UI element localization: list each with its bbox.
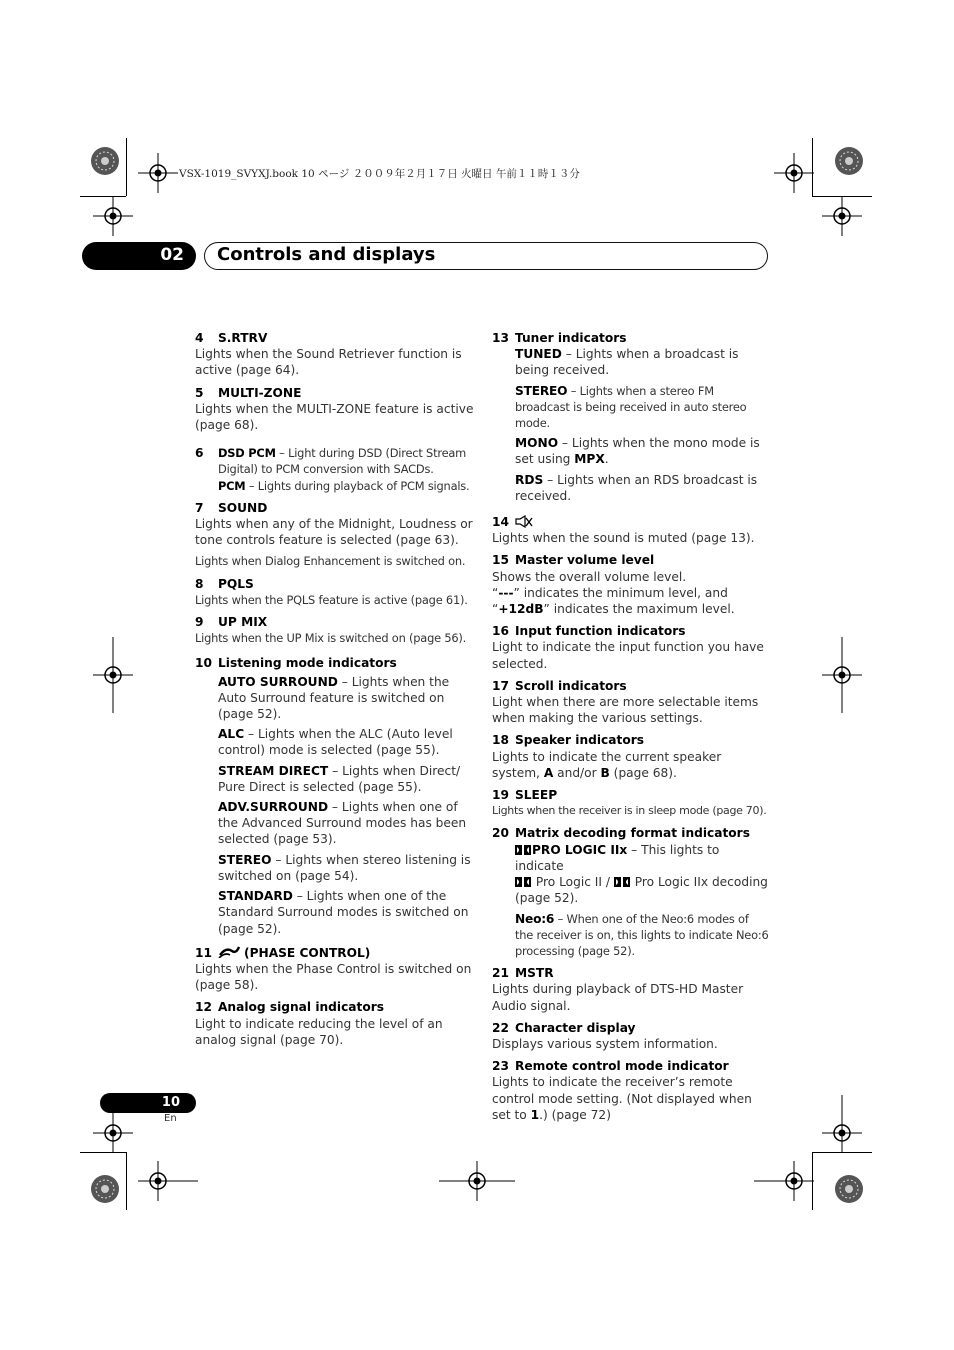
dolby-logo-icon <box>515 877 531 887</box>
right-column <box>492 330 770 1129</box>
list-item: 8 PQLS Lights when the PQLS feature is active (page 61). <box>195 576 468 607</box>
chapter-title-box <box>204 242 768 270</box>
list-item: 20 Matrix decoding format indicators PRO LOGIC IIx – This lights to indicate Pro Logic II / Pro Logic IIx decoding (page 52). Neo:6 – When one of the Neo:6 modes of the receiver is on, this lights to indicate Neo:6 processing (page 52). <box>492 826 769 958</box>
list-item: 6 DSD PCM – Light during DSD (Direct Stream Digital) to PCM conversion with SACDs. PCM – Lights during playback of PCM signals. <box>195 446 470 493</box>
chapter-number: 02 <box>160 245 184 265</box>
list-item: 16 Input function indicators Light to indicate the input function you have selected. <box>492 624 764 671</box>
crosshair-icon <box>93 1113 133 1153</box>
list-item: 21 MSTR Lights during playback of DTS-HD Master Audio signal. <box>492 966 744 1013</box>
phase-control-icon <box>218 945 240 958</box>
list-item: 5 MULTI-ZONE Lights when the MULTI-ZONE feature is active (page 68). <box>195 385 474 433</box>
book-filename-line: VSX-1019_SVYXJ.book 10 ページ ２００９年２月１７日 火曜日 午前１１時１３分 <box>179 168 580 180</box>
registration-target-icon <box>90 146 120 176</box>
crosshair-icon <box>138 153 178 193</box>
crosshair-icon <box>822 196 862 236</box>
list-item: 17 Scroll indicators Light when there are more selectable items when making the various settings. <box>492 678 759 726</box>
registration-target-icon <box>834 1174 864 1204</box>
mute-speaker-icon <box>515 515 533 528</box>
page-number-badge <box>100 1093 196 1113</box>
crosshair-icon <box>457 1161 497 1201</box>
list-item: 15 Master volume level Shows the overall volume level. “---” indicates the minimum level, and “+12dB” indicates the maximum level. <box>492 553 735 617</box>
page-number: 10 <box>161 1095 180 1110</box>
crosshair-icon <box>774 153 814 193</box>
list-item: 10 Listening mode indicators AUTO SURROUND – Lights when the Auto Surround feature is switched on (page 52). ALC – Lights when the ALC (Auto level control) mode is selected (page 55). STREAM DIRECT – Lights when Direct/ Pure Direct is selected (page 55). ADV.SURROUND – Lights when one of the Advanced Surround modes has been selected (page 53). STEREO – Lights when stereo listening is switched on (page 54). STANDARD – Lights when one of the Standard Surround modes is switched on (page 52). <box>195 656 471 936</box>
crosshair-icon <box>774 1161 814 1201</box>
list-item: 7 SOUND Lights when any of the Midnight, Loudness or tone controls feature is selected (page 63). Lights when Dialog Enhancement is switched on. <box>195 500 473 569</box>
crosshair-icon <box>822 655 862 695</box>
list-item: 11 (PHASE CONTROL) Lights when the Phase Control is switched on (page 58). <box>195 945 472 993</box>
chapter-title: Controls and displays <box>217 244 436 265</box>
list-item: 23 Remote control mode indicator Lights to indicate the receiver’s remote control mode setting. (Not displayed when set to 1.) (page 72) <box>492 1059 752 1122</box>
crosshair-icon <box>138 1161 178 1201</box>
crosshair-icon <box>822 1113 862 1153</box>
crosshair-icon <box>93 196 133 236</box>
chapter-number-badge <box>82 242 196 270</box>
list-item: 13 Tuner indicators TUNED – Lights when a broadcast is being received. STEREO – Lights when a stereo FM broadcast is being received in auto stereo mode. MONO – Lights when the mono mode is set using MPX. RDS – Lights when an RDS broadcast is received. <box>492 331 760 503</box>
list-item: 19 SLEEP Lights when the receiver is in sleep mode (page 70). <box>492 788 767 818</box>
list-item: 12 Analog signal indicators Light to indicate reducing the level of an analog signal (page 70). <box>195 1000 443 1047</box>
list-item: 18 Speaker indicators Lights to indicate the current speaker system, A and/or B (page 68). <box>492 733 722 780</box>
registration-target-icon <box>834 146 864 176</box>
dolby-logo-icon <box>515 845 531 855</box>
dolby-logo-icon <box>614 877 630 887</box>
list-item: 4 S.RTRV Lights when the Sound Retriever function is active (page 64). <box>195 331 462 378</box>
list-item: 14 Lights when the sound is muted (page 13). <box>492 515 755 546</box>
list-item: 9 UP MIX Lights when the UP Mix is switched on (page 56). <box>195 615 467 646</box>
left-column <box>195 330 475 1054</box>
registration-target-icon <box>90 1174 120 1204</box>
crosshair-icon <box>93 655 133 695</box>
page-language: En <box>164 1113 177 1124</box>
list-item: 22 Character display Displays various system information. <box>492 1020 718 1051</box>
